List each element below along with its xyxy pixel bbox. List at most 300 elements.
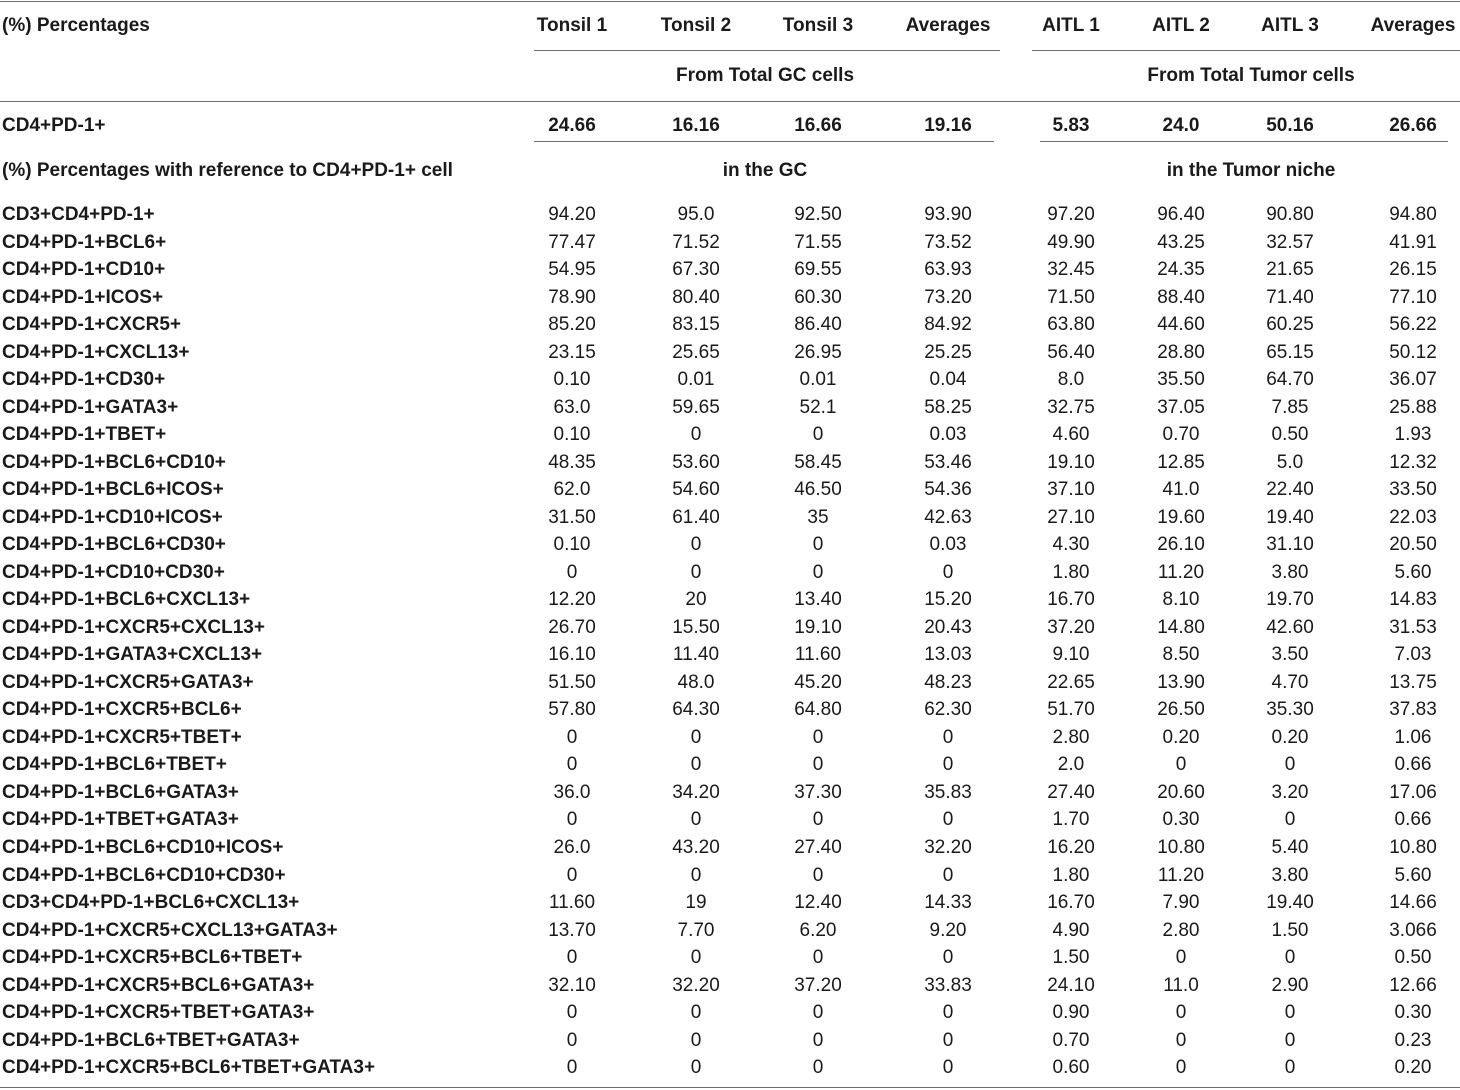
table-cell: 42.63 (924, 506, 972, 528)
table-cell: 88.40 (1157, 286, 1205, 308)
table-cell: 11.0 (1163, 974, 1199, 996)
table-cell: 0 (690, 809, 702, 831)
table-cell: 0.50 (1394, 947, 1432, 968)
table-cell: 32.20 (672, 974, 720, 996)
table-cell: 1.50 (1271, 919, 1309, 941)
table-cell: 27.10 (1047, 506, 1095, 528)
table-cell: 37.05 (1157, 396, 1205, 418)
table-cell: 60.25 (1266, 314, 1314, 336)
table-cell: 50.12 (1389, 341, 1437, 363)
table-cell: 32.75 (1047, 396, 1095, 418)
table-cell: 19.60 (1157, 506, 1205, 528)
row-label: CD4+PD-1+CD10+ICOS+ (2, 506, 223, 528)
row-label: CD4+PD-1+BCL6+GATA3+ (2, 781, 239, 803)
table-cell: 12.40 (794, 892, 842, 913)
table-cell: 19.40 (1266, 892, 1314, 913)
table-cell: 0 (942, 809, 954, 831)
table-cell: 63.93 (924, 259, 972, 280)
table-cell: 0 (690, 1002, 702, 1024)
row-label: CD4+PD-1+CD10+ (2, 259, 166, 280)
table-cell: 57.80 (548, 699, 596, 721)
table-cell: 1.93 (1394, 424, 1432, 446)
table-cell: 20.43 (924, 616, 972, 638)
table-cell: 53.46 (924, 451, 972, 473)
table-cell: 32.57 (1266, 231, 1314, 253)
table-cell: 53.60 (672, 451, 720, 473)
table-cell: 71.50 (1047, 286, 1095, 308)
table-cell: 23.15 (548, 341, 596, 363)
table-cell: 0.70 (1052, 1029, 1090, 1051)
table-cell: 44.60 (1157, 314, 1205, 336)
summary-row-label: CD4+PD-1+ (2, 115, 106, 136)
table-cell: 0.10 (553, 424, 591, 446)
table-cell: 0 (566, 561, 578, 583)
table-cell: 0 (812, 1057, 824, 1079)
table-cell: 0 (690, 561, 702, 583)
table-cell: 0 (812, 1029, 824, 1051)
table-cell: 1.50 (1052, 947, 1090, 968)
table-cell: 20 (685, 589, 707, 611)
table-cell: 0.66 (1394, 809, 1432, 831)
column-header: AITL 2 (1152, 15, 1210, 36)
table-cell: 4.90 (1052, 919, 1090, 941)
table-cell: 26.95 (794, 341, 842, 363)
table-cell: 92.50 (794, 204, 842, 225)
table-cell: 65.15 (1266, 341, 1314, 363)
column-header: Averages (905, 15, 991, 36)
table-cell: 0 (812, 534, 824, 556)
table-cell: 4.70 (1271, 671, 1309, 693)
table-cell: 27.40 (794, 837, 842, 858)
table-cell: 0 (690, 864, 702, 886)
table-cell: 0 (690, 1029, 702, 1051)
row-label: CD4+PD-1+CXCR5+ (2, 314, 181, 336)
table-cell: 94.20 (548, 204, 596, 225)
table-cell: 12.20 (548, 589, 596, 611)
table-cell: 36.07 (1389, 369, 1437, 391)
table-cell: 0 (1175, 947, 1187, 968)
table-cell: 11.20 (1157, 561, 1205, 583)
table-cell: 0 (690, 754, 702, 776)
table-cell: 80.40 (672, 286, 720, 308)
table-cell: 0 (812, 947, 824, 968)
table-cell: 7.70 (677, 919, 715, 941)
table-cell: 67.30 (672, 259, 720, 280)
table-cell: 43.20 (672, 837, 720, 858)
table-cell: 51.50 (548, 671, 596, 693)
table-cell: 11.40 (672, 644, 720, 666)
table-cell: 3.50 (1271, 644, 1309, 666)
table-cell: 0 (1284, 1029, 1296, 1051)
table-cell: 26.50 (1157, 699, 1205, 721)
table-cell: 3.20 (1271, 781, 1309, 803)
table-cell: 31.50 (548, 506, 596, 528)
table-cell: 27.40 (1047, 781, 1095, 803)
table-cell: 36.0 (553, 781, 591, 803)
table-cell: 13.03 (924, 644, 972, 666)
table-cell: 0 (942, 947, 954, 968)
summary-cell: 24.66 (548, 115, 596, 136)
table-cell: 12.85 (1157, 451, 1205, 473)
table-cell: 4.30 (1052, 534, 1090, 556)
table-cell: 0.03 (929, 534, 967, 556)
column-header: AITL 3 (1261, 15, 1319, 36)
summary-rule-left (534, 141, 994, 142)
table-cell: 0.30 (1162, 809, 1200, 831)
table-cell: 19.70 (1266, 589, 1314, 611)
table-cell: 0 (942, 1002, 954, 1024)
summary-cell: 19.16 (924, 115, 972, 136)
row-label: CD4+PD-1+CXCL13+ (2, 341, 190, 363)
table-cell: 71.52 (672, 231, 720, 253)
table-cell: 0.20 (1394, 1057, 1432, 1079)
table-cell: 64.70 (1266, 369, 1314, 391)
table-cell: 48.35 (548, 451, 596, 473)
table-cell: 33.83 (924, 974, 972, 996)
table-cell: 0 (942, 726, 954, 748)
table-cell: 15.20 (924, 589, 972, 611)
table-cell: 0 (566, 947, 578, 968)
table-cell: 63.80 (1047, 314, 1095, 336)
table-cell: 0.03 (929, 424, 967, 446)
table-cell: 58.45 (794, 451, 842, 473)
table-cell: 0.90 (1052, 1002, 1090, 1024)
table-cell: 61.40 (672, 506, 720, 528)
table-cell: 28.80 (1157, 341, 1205, 363)
table-cell: 78.90 (548, 286, 596, 308)
table-cell: 37.10 (1047, 479, 1095, 501)
table-cell: 33.50 (1389, 479, 1437, 501)
row-label: CD4+PD-1+BCL6+ (2, 231, 167, 253)
table-cell: 73.20 (924, 286, 972, 308)
table-cell: 14.83 (1389, 589, 1437, 611)
table-cell: 73.52 (924, 231, 972, 253)
table-cell: 0 (812, 1002, 824, 1024)
table-cell: 62.0 (553, 479, 591, 501)
column-header: AITL 1 (1042, 15, 1100, 36)
table-cell: 11.20 (1157, 864, 1205, 886)
table-cell: 0 (1175, 754, 1187, 776)
table-cell: 24.10 (1047, 974, 1095, 996)
table-cell: 48.23 (924, 671, 972, 693)
table-cell: 56.22 (1389, 314, 1437, 336)
table-cell: 32.20 (924, 837, 972, 858)
table-cell: 64.80 (794, 699, 842, 721)
summary-cell: 24.0 (1162, 115, 1200, 136)
table-cell: 14.33 (924, 892, 972, 913)
table-cell: 0 (942, 754, 954, 776)
table-cell: 83.15 (672, 314, 720, 336)
table-cell: 7.03 (1394, 644, 1432, 666)
table-cell: 0 (1284, 947, 1296, 968)
table-cell: 59.65 (672, 396, 720, 418)
table-cell: 21.65 (1266, 259, 1314, 280)
table-cell: 0.01 (677, 369, 715, 391)
subheader-label: (%) Percentages with reference to CD4+PD-1+ cell (2, 160, 453, 181)
table-cell: 11.60 (548, 892, 596, 913)
table-cell: 6.20 (799, 919, 837, 941)
table-cell: 22.40 (1266, 479, 1314, 501)
row-label: CD4+PD-1+ICOS+ (2, 286, 164, 308)
group-rule-right (1032, 50, 1460, 51)
table-cell: 0 (812, 561, 824, 583)
table-cell: 31.53 (1389, 616, 1437, 638)
table-cell: 10.80 (1389, 837, 1437, 858)
table-cell: 20.50 (1389, 534, 1437, 556)
table-cell: 0 (566, 864, 578, 886)
table-cell: 41.0 (1162, 479, 1200, 501)
table-cell: 0 (690, 1057, 702, 1079)
summary-cell: 26.66 (1389, 115, 1437, 136)
table-cell: 71.40 (1266, 286, 1314, 308)
top-rule (0, 1, 1460, 2)
row-label: CD4+PD-1+CXCR5+BCL6+GATA3+ (2, 974, 315, 996)
table-cell: 1.80 (1052, 864, 1090, 886)
row-label: CD4+PD-1+BCL6+CD30+ (2, 534, 226, 556)
table-cell: 26.15 (1389, 259, 1437, 280)
column-header: Averages (1370, 15, 1456, 36)
table-cell: 15.50 (672, 616, 720, 638)
row-label: CD4+PD-1+CXCR5+BCL6+TBET+GATA3+ (2, 1057, 376, 1079)
table-cell: 42.60 (1266, 616, 1314, 638)
table-cell: 85.20 (548, 314, 596, 336)
table-cell: 34.20 (672, 781, 720, 803)
table-cell: 1.80 (1052, 561, 1090, 583)
group-rule-left (534, 50, 1000, 51)
table-cell: 0.23 (1394, 1029, 1432, 1051)
table-cell: 0 (1284, 1002, 1296, 1024)
table-cell: 54.60 (672, 479, 720, 501)
table-cell: 5.60 (1394, 864, 1432, 886)
table-cell: 84.92 (924, 314, 972, 336)
row-label: CD3+CD4+PD-1+BCL6+CXCL13+ (2, 892, 300, 913)
table-cell: 10.80 (1157, 837, 1205, 858)
table-cell: 0.10 (553, 369, 591, 391)
table-cell: 62.30 (924, 699, 972, 721)
table-cell: 43.25 (1157, 231, 1205, 253)
row-label: CD4+PD-1+BCL6+ICOS+ (2, 479, 224, 501)
table-cell: 0 (1175, 1029, 1187, 1051)
column-header: Tonsil 2 (660, 15, 732, 36)
row-label: CD4+PD-1+BCL6+CD10+ (2, 451, 226, 473)
row-label: CD4+PD-1+CXCR5+BCL6+ (2, 699, 242, 721)
table-cell: 93.90 (924, 204, 972, 225)
table-cell: 1.06 (1394, 726, 1432, 748)
table-cell: 7.85 (1271, 396, 1309, 418)
table-cell: 11.60 (794, 644, 842, 666)
table-cell: 0 (812, 726, 824, 748)
table-cell: 31.10 (1266, 534, 1314, 556)
table-cell: 4.60 (1052, 424, 1090, 446)
table-cell: 0 (812, 754, 824, 776)
row-label: CD4+PD-1+BCL6+TBET+GATA3+ (2, 1029, 300, 1051)
table-cell: 63.0 (553, 396, 591, 418)
table-cell: 13.75 (1389, 671, 1437, 693)
table-cell: 5.40 (1271, 837, 1309, 858)
table-cell: 3.80 (1271, 864, 1309, 886)
table-cell: 0 (812, 809, 824, 831)
row-label: CD4+PD-1+CXCR5+TBET+ (2, 726, 242, 748)
table-cell: 0 (690, 534, 702, 556)
table-cell: 0 (942, 561, 954, 583)
table-cell: 37.20 (794, 974, 842, 996)
table-cell: 26.0 (553, 837, 591, 858)
table-cell: 22.03 (1389, 506, 1437, 528)
table-cell: 20.60 (1157, 781, 1205, 803)
table-cell: 48.0 (677, 671, 715, 693)
summary-cell: 16.16 (672, 115, 720, 136)
group-header-left: From Total GC cells (675, 65, 855, 86)
table-cell: 46.50 (794, 479, 842, 501)
table-cell: 3.80 (1271, 561, 1309, 583)
table-cell: 69.55 (794, 259, 842, 280)
row-label: CD4+PD-1+CXCR5+CXCL13+ (2, 616, 265, 638)
summary-cell: 16.66 (794, 115, 842, 136)
table-cell: 54.36 (924, 479, 972, 501)
table-cell: 16.70 (1047, 892, 1095, 913)
table-cell: 3.066 (1389, 919, 1437, 941)
table-cell: 0.60 (1052, 1057, 1090, 1079)
table-cell: 0.10 (553, 534, 591, 556)
row-label: CD4+PD-1+CXCR5+TBET+GATA3+ (2, 1002, 315, 1024)
row-label: CD4+PD-1+BCL6+TBET+ (2, 754, 227, 776)
table-cell: 52.1 (799, 396, 837, 418)
summary-cell: 5.83 (1052, 115, 1090, 136)
table-cell: 12.66 (1389, 974, 1437, 996)
table-cell: 90.80 (1266, 204, 1314, 225)
table-cell: 94.80 (1389, 204, 1437, 225)
row-label: CD4+PD-1+CD30+ (2, 369, 166, 391)
table-cell: 77.10 (1389, 286, 1437, 308)
table-cell: 19 (685, 892, 707, 913)
row-label: CD4+PD-1+GATA3+CXCL13+ (2, 644, 263, 666)
table-cell: 0 (812, 864, 824, 886)
table-cell: 0 (566, 1029, 578, 1051)
table-cell: 0 (566, 809, 578, 831)
table-cell: 45.20 (794, 671, 842, 693)
table-title: (%) Percentages (2, 15, 150, 36)
table-cell: 8.50 (1162, 644, 1200, 666)
table-cell: 2.80 (1052, 726, 1090, 748)
table-cell: 9.10 (1052, 644, 1090, 666)
table-cell: 17.06 (1389, 781, 1437, 803)
table-cell: 0.04 (929, 369, 967, 391)
table-cell: 25.88 (1389, 396, 1437, 418)
table-bottom-rule (0, 1087, 1460, 1088)
table-cell: 96.40 (1157, 204, 1205, 225)
table-cell: 0 (1175, 1057, 1187, 1079)
table-cell: 0 (812, 424, 824, 446)
table-cell: 2.0 (1057, 754, 1085, 776)
table-cell: 25.65 (672, 341, 720, 363)
table-cell: 16.70 (1047, 589, 1095, 611)
table-cell: 32.10 (548, 974, 596, 996)
row-label: CD4+PD-1+CXCR5+CXCL13+GATA3+ (2, 919, 338, 941)
table-cell: 13.70 (548, 919, 596, 941)
table-cell: 25.25 (924, 341, 972, 363)
table-cell: 0 (1284, 1057, 1296, 1079)
row-label: CD4+PD-1+BCL6+CD10+CD30+ (2, 864, 286, 886)
table-cell: 5.60 (1394, 561, 1432, 583)
table-cell: 58.25 (924, 396, 972, 418)
table-cell: 37.83 (1389, 699, 1437, 721)
table-cell: 0 (1284, 754, 1296, 776)
header-bottom-rule (0, 101, 1460, 102)
table-cell: 2.80 (1162, 919, 1200, 941)
table-cell: 0.70 (1162, 424, 1200, 446)
table-cell: 0.50 (1271, 424, 1309, 446)
table-cell: 8.0 (1057, 369, 1085, 391)
table-cell: 2.90 (1271, 974, 1309, 996)
table-cell: 0 (1175, 1002, 1187, 1024)
table-cell: 14.80 (1157, 616, 1205, 638)
column-header: Tonsil 3 (782, 15, 854, 36)
table-cell: 19.10 (1047, 451, 1095, 473)
row-label: CD3+CD4+PD-1+ (2, 204, 155, 225)
row-label: CD4+PD-1+BCL6+CD10+ICOS+ (2, 837, 284, 858)
table-cell: 71.55 (794, 231, 842, 253)
table-cell: 77.47 (548, 231, 596, 253)
table-cell: 37.20 (1047, 616, 1095, 638)
table-cell: 95.0 (677, 204, 715, 225)
table-cell: 0 (566, 1002, 578, 1024)
row-label: CD4+PD-1+TBET+ (2, 424, 167, 446)
table-cell: 37.30 (794, 781, 842, 803)
row-label: CD4+PD-1+CXCR5+BCL6+TBET+ (2, 947, 303, 968)
table-cell: 8.10 (1162, 589, 1200, 611)
column-header: Tonsil 1 (536, 15, 608, 36)
summary-cell: 50.16 (1266, 115, 1314, 136)
table-cell: 0 (942, 1029, 954, 1051)
table-cell: 0.20 (1271, 726, 1309, 748)
table-cell: 0 (690, 424, 702, 446)
subheader-left: in the GC (722, 160, 808, 181)
table-cell: 5.0 (1276, 451, 1304, 473)
table-cell: 0.01 (799, 369, 837, 391)
table-cell: 16.10 (548, 644, 596, 666)
table-cell: 1.70 (1052, 809, 1090, 831)
table-cell: 7.90 (1162, 892, 1200, 913)
table-cell: 32.45 (1047, 259, 1095, 280)
group-header-right: From Total Tumor cells (1147, 65, 1355, 86)
table-cell: 9.20 (929, 919, 967, 941)
table-cell: 49.90 (1047, 231, 1095, 253)
table-cell: 26.70 (548, 616, 596, 638)
table-cell: 12.32 (1389, 451, 1437, 473)
table-cell: 51.70 (1047, 699, 1095, 721)
table-cell: 60.30 (794, 286, 842, 308)
table-cell: 35.50 (1157, 369, 1205, 391)
table-cell: 97.20 (1047, 204, 1095, 225)
table-cell: 0 (1284, 809, 1296, 831)
table-cell: 13.90 (1157, 671, 1205, 693)
table-cell: 0 (942, 1057, 954, 1079)
table-cell: 0.30 (1394, 1002, 1432, 1024)
table-cell: 0 (942, 864, 954, 886)
table-cell: 35.83 (924, 781, 972, 803)
subheader-right: in the Tumor niche (1166, 160, 1336, 181)
table-cell: 22.65 (1047, 671, 1095, 693)
table-cell: 41.91 (1389, 231, 1437, 253)
table-cell: 0 (690, 726, 702, 748)
table-cell: 86.40 (794, 314, 842, 336)
table-cell: 35 (807, 506, 829, 528)
table-cell: 0 (566, 754, 578, 776)
row-label: CD4+PD-1+BCL6+CXCL13+ (2, 589, 251, 611)
row-label: CD4+PD-1+CD10+CD30+ (2, 561, 225, 583)
row-label: CD4+PD-1+GATA3+ (2, 396, 179, 418)
table-cell: 0.66 (1394, 754, 1432, 776)
